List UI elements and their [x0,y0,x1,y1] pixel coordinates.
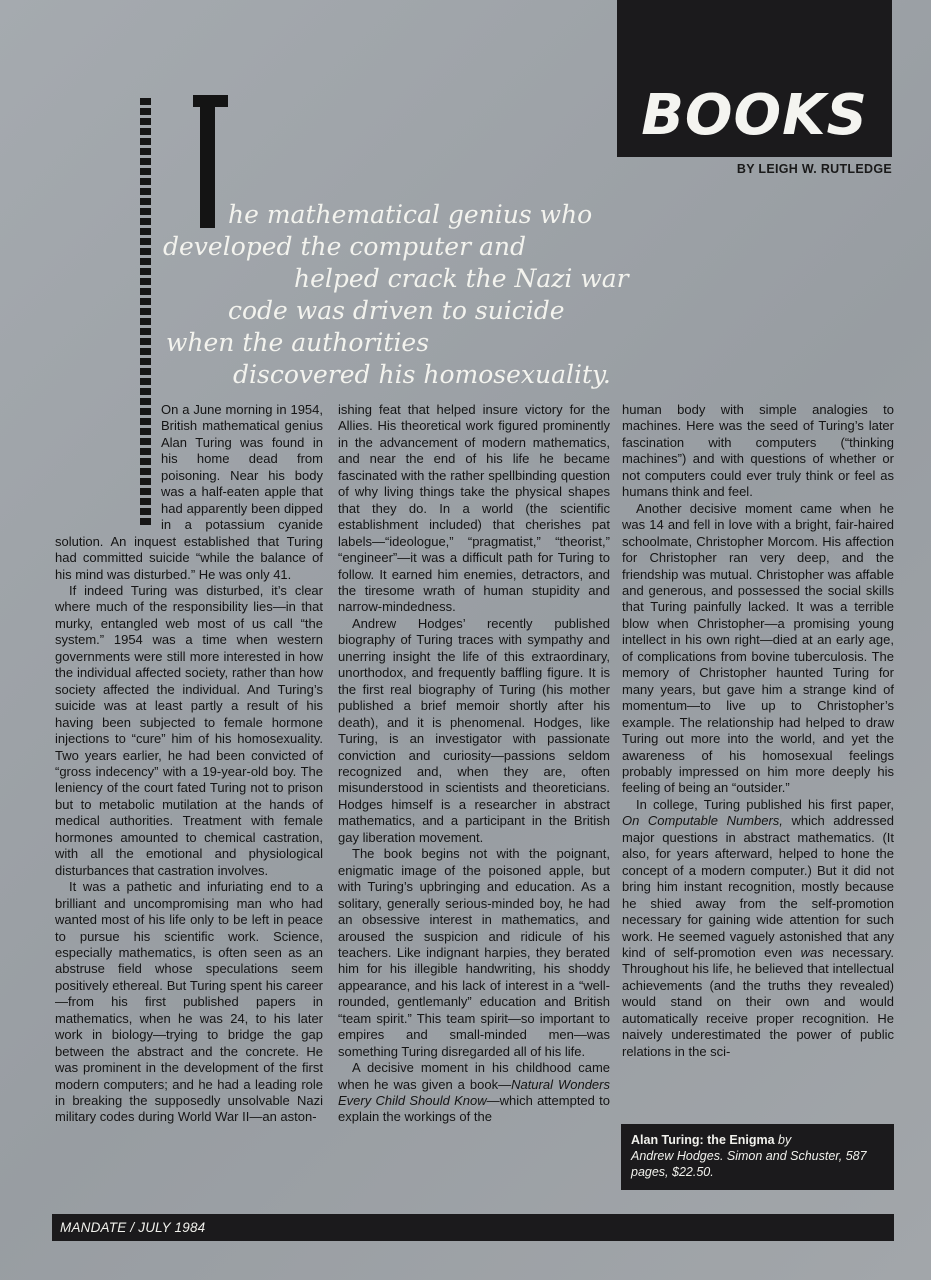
deck-line-6: discovered his homosexuality. [233,360,611,389]
section-header [617,0,892,157]
footer-folio: MANDATE / JULY 1984 [60,1220,206,1235]
article-column-3 [622,402,894,1060]
deck-line-4: code was driven to suicide [228,296,565,325]
book-by: by [774,1133,792,1147]
section-title: BOOKS [641,83,868,148]
book-details: Andrew Hodges. Simon and Schuster, 587 pages, $22.50. [631,1149,867,1179]
paragraph: In college, Turing published his first paper, On Computable Numbers, which addressed major questions in abstract mathematics. (It also, for years afterward, helped to hone the concept of a modern computer.) But it did not bring him instant recognition, mostly because he shied away from the self-promotion necessary for gaining wide attention for such work. He seemed vaguely astonished that any kind of self-promotion even was necessary. Throughout his life, he believed that intellectual achievements (and the truths they revealed) would stand on their own and would automatically receive proper recognition. He naively underestimated the power of public relations in the sci- [622,796,894,1059]
book-info-box [621,1124,894,1190]
drop-cap-initial [193,95,228,228]
deck-line-3: helped crack the Nazi war [294,264,629,293]
article-column-2 [338,402,610,1126]
paragraph: It was a pathetic and infuriating end to a brilliant and uncompromising man who had wanted most of his life only to be left in peace to pursue his scientific work. Science, especially mathematics, is often seen as an abstruse field whose speculations seem positively ethereal. But Turing spent his career—from his first published papers in mathematics, when he was 24, to his later work in biology—trying to bridge the gap between the abstract and the concrete. He was prominent in the development of the first modern computers; and he had a leading role in breaking the supposedly unsolvable Nazi military codes during World War II—an aston- [55,879,323,1125]
dropcap-wrap-space [55,402,161,533]
paragraph: human body with simple analogies to machines. Here was the seed of Turing’s later fascination with computers (“thinking machines”) and with questions of whether or not computers could ever truly think or feel as humans think and feel. [622,402,894,500]
deck-line-2: developed the computer and [163,232,527,261]
deck-line-5: when the authorities [166,328,430,357]
footer-bar [52,1214,894,1241]
paragraph: ishing feat that helped insure victory for the Allies. His theoretical work figured prominently in the advancement of modern mathematics, and near the end of his life he became fascinated with the rather spellbinding question of why living things take the physical shapes that they do. In a world (the scientific establishment included) that cherishes pat labels—“ideologue,” “pragmatist,” “theorist,” “engineer”—it was a difficult path for Turing to follow. It earned him enemies, detractors, and the tiresome wrath of human stupidity and narrow-mindedness. [338,402,610,615]
paragraph: Andrew Hodges’ recently published biography of Turing traces with sympathy and unerring insight the life of this extraordinary, unorthodox, and frequently baffling figure. It is the first real biography of Turing (his mother published a brief memoir shortly after his death), and it is phenomenal. Hodges, like Turing, is an investigator with passionate conviction and curiosity—passions seldom recognized and, when they are, often misunderstood in scientists and theoreticians. Hodges himself is a researcher in abstract mathematics, and a participant in the British gay liberation movement. [338,615,610,845]
book-title: Alan Turing: the Enigma [631,1133,775,1147]
paragraph: On a June morning in 1954, British mathematical genius Alan Turing was found in his home dead from poisoning. Near his body was a half-eaten apple that had apparently been dipped in a potassium cyanide solution. An inquest established that Turing had committed suicide “while the balance of his mind was disturbed.” He was only 41. [55,402,323,582]
deck-line-1: he mathematical genius who [228,200,593,229]
emphasis: was [800,944,824,960]
paragraph: A decisive moment in his childhood came when he was given a book—Natural Wonders Every Child Should Know—which attempted to explain the workings of the [338,1060,610,1125]
paragraph: The book begins not with the poignant, enigmatic image of the poisoned apple, but with Turing’s upbringing and education. As a solitary, generally serious-minded boy, he had an obsessive interest in mathematics, and aroused the suspicion and ridicule of his teachers. Like indignant harpies, they berated him for his illegible handwriting, his shoddy appearance, and his lack of interest in a “well-rounded, gentlemanly” education and British “team spirit.” This team spirit—so important to empires and small-minded men—was something Turing disregarded all of his life. [338,846,610,1059]
paragraph: Another decisive moment came when he was 14 and fell in love with a bright, fair-haired schoolmate, Christopher Morcom. His affection for Christopher ran very deep, and the friendship was mutual. Christopher was affable and generous, and possessed the social skills that Turing painfully lacked. It was a terrible blow when Christopher—a promising young intellect in his own right—died at an early age, of complications from bovine tuberculosis. The memory of Christopher haunted Turing for many years, but gave him a strange kind of momentum—to live up to Christopher’s example. The relationship had helped to draw Turing out more into the world, and yet the awareness of his homosexual feelings probably impressed on him more deeply his feeling of being an “outsider.” [622,500,894,796]
paper-title-ref: On Computable Numbers, [622,813,783,829]
book-title-ref: Natural Wonders Every Child Should Know [338,1076,610,1109]
byline: BY LEIGH W. RUTLEDGE [736,162,892,176]
article-column-1 [55,402,323,1126]
paragraph: If indeed Turing was disturbed, it’s clear where much of the responsibility lies—in that murky, entangled web most of us call “the system.” 1954 was a time when western governments were still more interested in how the individual affected society, rather than how society affected the individual. And Turing’s suicide was at least partly a result of his having been subjected to female hormone injections to “cure” him of his homosexuality. Two years earlier, he had been convicted of “gross indecency” with a 19-year-old boy. The leniency of the court fated Turing not to prison but to metabolic mutilation at the hands of medical authorities. Treatment with female hormones amounted to chemical castration, with all the emotional and physiological disturbances that castration involves. [55,582,323,878]
